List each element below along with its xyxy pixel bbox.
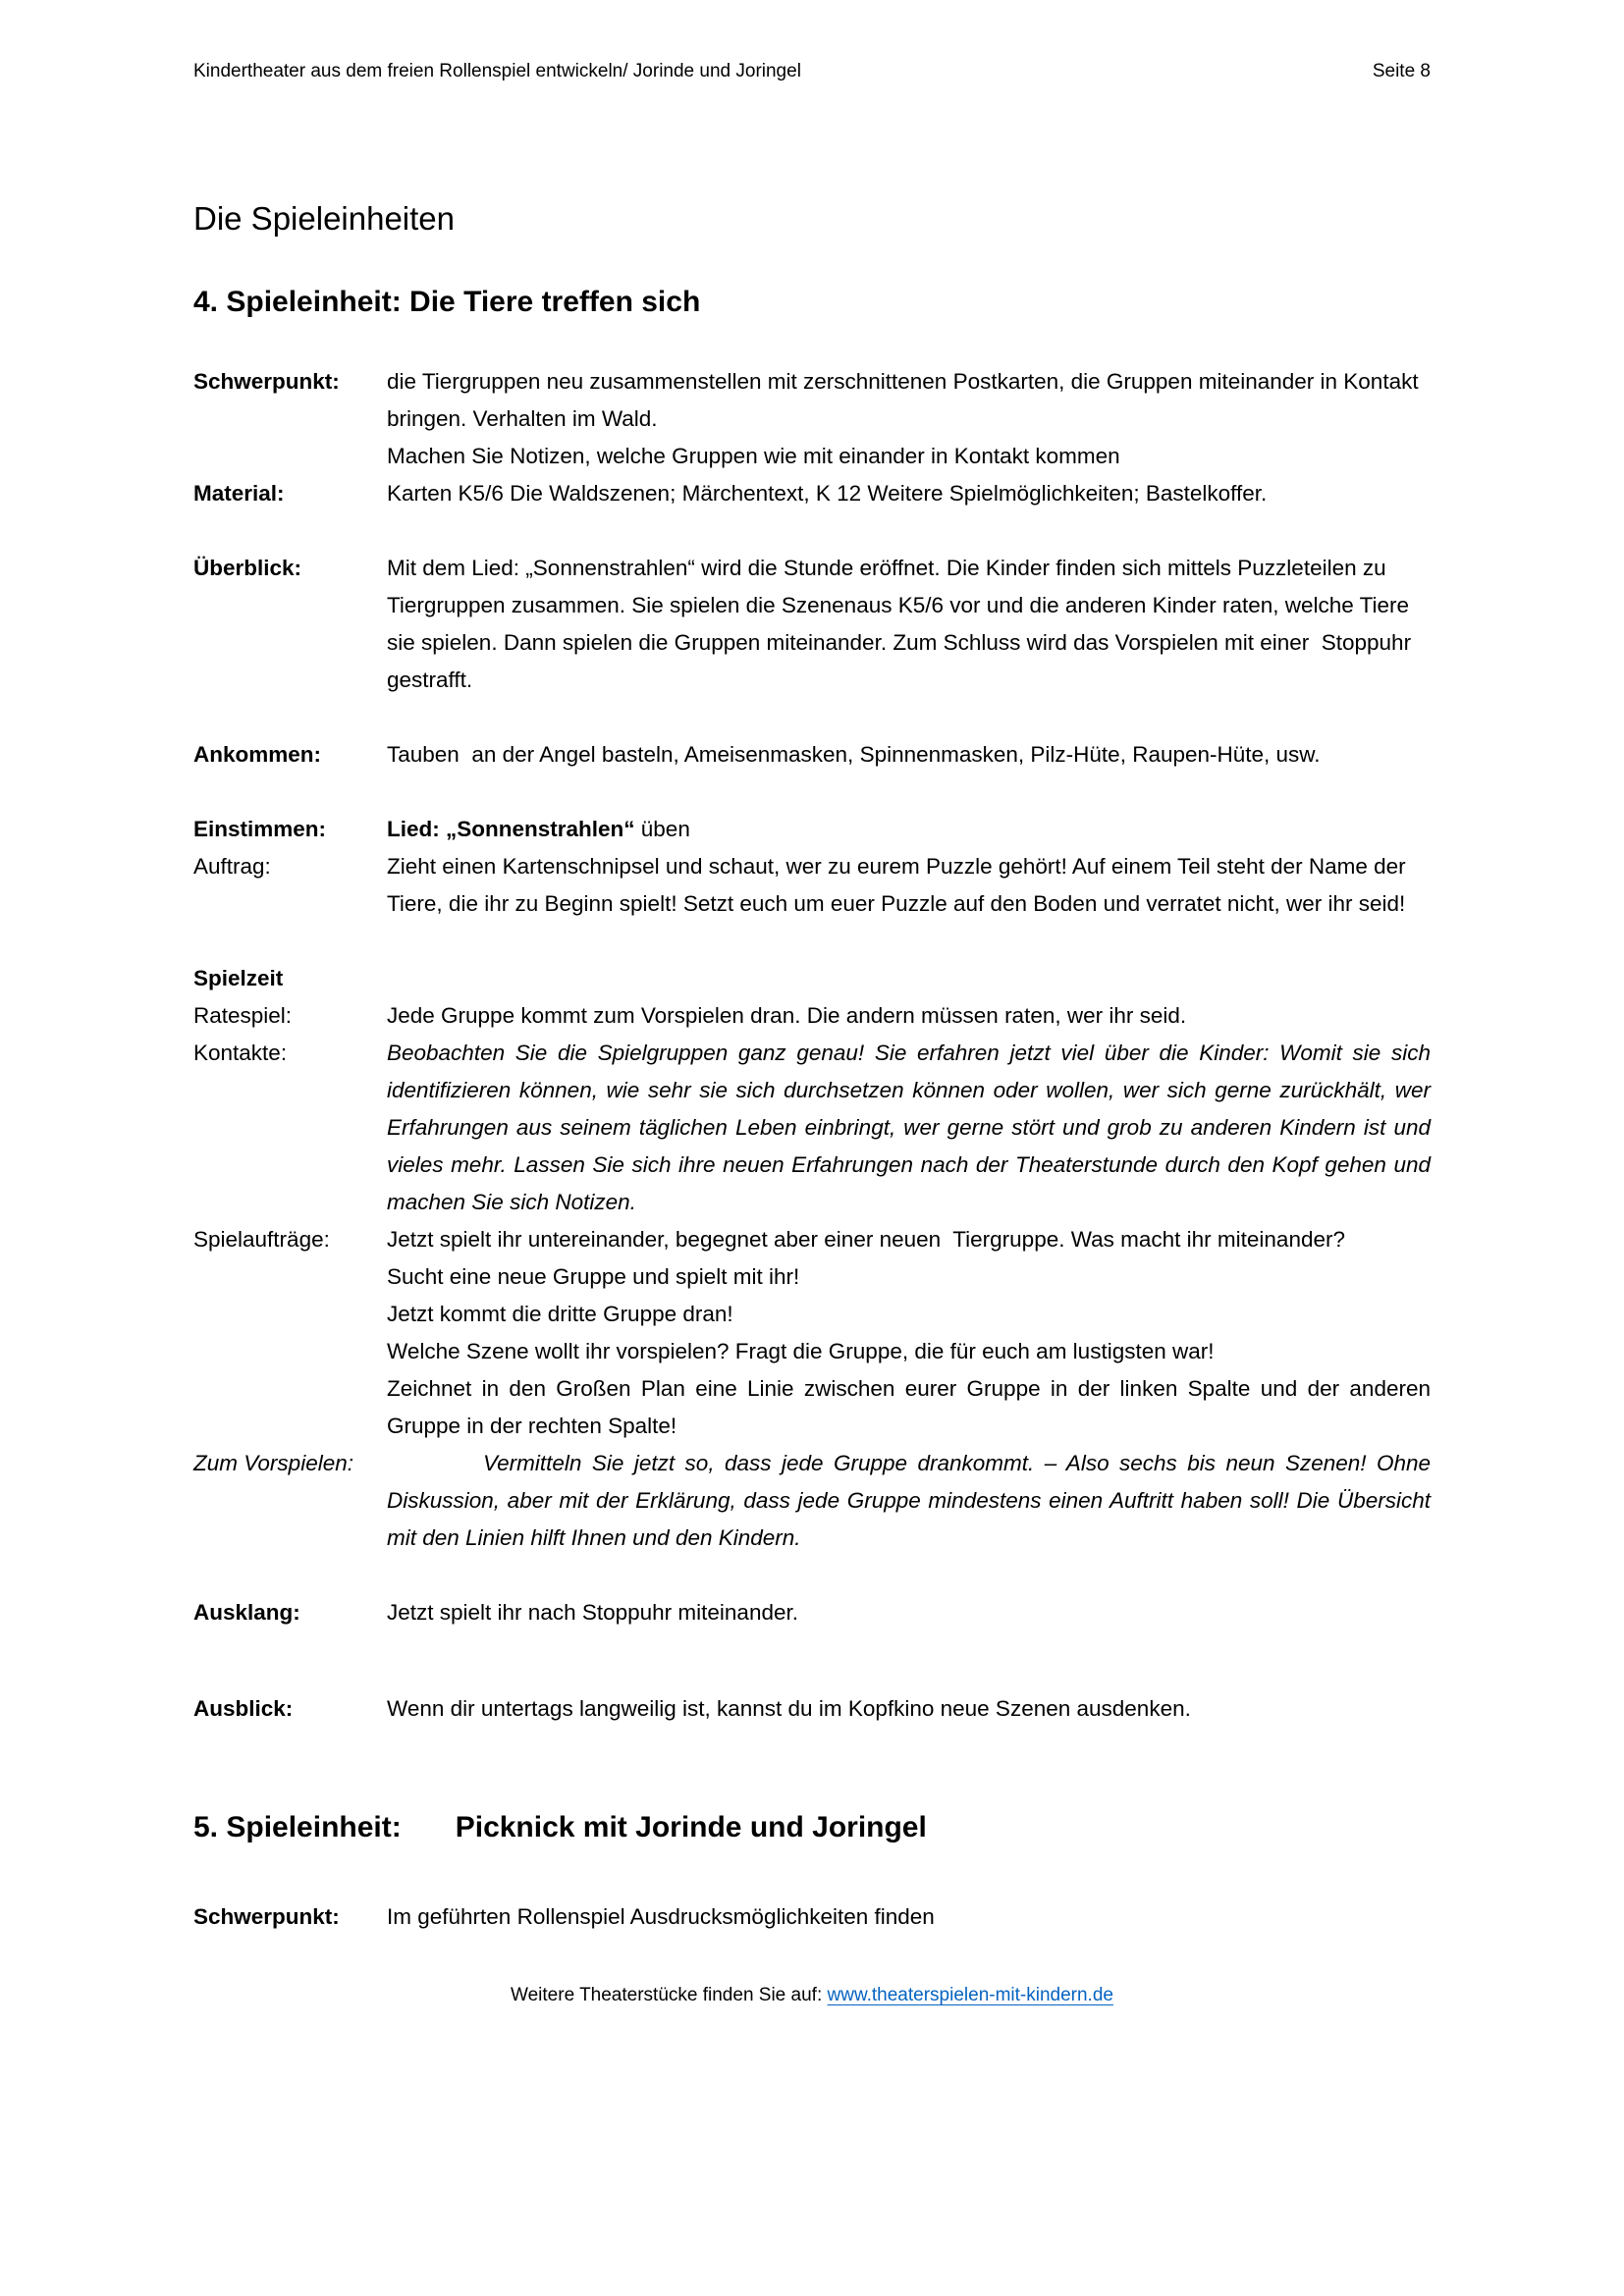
label-kontakte: Kontakte: bbox=[193, 1041, 288, 1065]
label-auftrag: Auftrag: bbox=[193, 854, 271, 879]
unit5-heading-number: 5. Spieleinheit: bbox=[193, 1811, 402, 1843]
label-spielauftraege: Spielaufträge: bbox=[193, 1227, 330, 1252]
einstimmen-text bbox=[387, 811, 1431, 848]
row-ankommen bbox=[193, 736, 1431, 774]
section-title: Die Spieleinheiten bbox=[193, 200, 456, 237]
header-page-number: Seite 8 bbox=[1372, 61, 1431, 81]
spielauftraege-item: Sucht eine neue Gruppe und spielt mit ihr! bbox=[387, 1264, 800, 1289]
page-footer bbox=[193, 1983, 1431, 2008]
spielzeit-heading: Spielzeit bbox=[193, 966, 284, 990]
row-ratespiel bbox=[193, 997, 1431, 1035]
row-auftrag bbox=[193, 848, 1431, 923]
unit5-heading bbox=[193, 1808, 1431, 1847]
row-zum-vorspielen bbox=[193, 1445, 1437, 1557]
label-ankommen: Ankommen: bbox=[193, 742, 322, 767]
row-unit5-schwerpunkt bbox=[193, 1898, 1431, 1936]
schwerpunkt-text-1: die Tiergruppen neu zusammenstellen mit zerschnittenen Postkarten, die Gruppen miteinander in Kontakt bringen. Verhalten im Wald. bbox=[387, 369, 1425, 431]
unit5-schwerpunkt-text: Im geführten Rollenspiel Ausdrucksmöglichkeiten finden bbox=[387, 1904, 935, 1929]
row-kontakte bbox=[193, 1035, 1437, 1221]
row-spielauftraege bbox=[193, 1221, 1437, 1445]
ratespiel-text: Jede Gruppe kommt zum Vorspielen dran. Die andern müssen raten, wer ihr seid. bbox=[387, 1003, 1187, 1028]
einstimmen-lied: Lied: „Sonnenstrahlen“ bbox=[387, 817, 635, 841]
footer-link[interactable]: www.theaterspielen-mit-kindern.de bbox=[827, 1985, 1113, 2005]
einstimmen-ueben: üben bbox=[634, 817, 690, 841]
label-unit5-schwerpunkt: Schwerpunkt: bbox=[193, 1904, 340, 1929]
label-ueberblick: Überblick: bbox=[193, 556, 302, 580]
zum-vorspielen-text: Vermitteln Sie jetzt so, dass jede Gruppe drankommt. – Also sechs bis neun Szenen! Ohne Diskussion, aber mit der Erklärung, dass jede Gruppe mindestens einen Auftritt haben soll! Die Übersicht mit den Linien hilft Ihnen und den Kindern. bbox=[387, 1451, 1437, 1550]
spielauftraege-item: Welche Szene wollt ihr vorspielen? Fragt die Gruppe, die für euch am lustigsten war! bbox=[387, 1339, 1215, 1363]
unit4-heading: 4. Spieleinheit: Die Tiere treffen sich bbox=[193, 286, 701, 318]
ueberblick-text: Mit dem Lied: „Sonnenstrahlen“ wird die Stunde eröffnet. Die Kinder finden sich mittels Puzzleteilen zu Tiergruppen zusammen. Sie spielen die Szenenaus K5/6 vor und die anderen Kinder raten, welche Tiere sie spielen. Dann spielen die Gruppen miteinander. Zum Schluss wird das Vorspielen mit einer Stoppuhr gestrafft. bbox=[387, 556, 1418, 692]
ankommen-text: Tauben an der Angel basteln, Ameisenmasken, Spinnenmasken, Pilz-Hüte, Raupen-Hüte, usw. bbox=[387, 742, 1321, 767]
ausklang-text: Jetzt spielt ihr nach Stoppuhr miteinander. bbox=[387, 1600, 798, 1625]
spielauftraege-item: Jetzt kommt die dritte Gruppe dran! bbox=[387, 1302, 733, 1326]
ausblick-text: Wenn dir untertags langweilig ist, kannst du im Kopfkino neue Szenen ausdenken. bbox=[387, 1696, 1191, 1721]
spielauftraege-item: Jetzt spielt ihr untereinander, begegnet aber einer neuen Tiergruppe. Was macht ihr miteinander? bbox=[387, 1227, 1345, 1252]
label-ausklang: Ausklang: bbox=[193, 1600, 300, 1625]
label-ausblick: Ausblick: bbox=[193, 1696, 294, 1721]
label-schwerpunkt: Schwerpunkt: bbox=[193, 369, 340, 394]
row-einstimmen bbox=[193, 811, 1431, 848]
schwerpunkt-text-2: Machen Sie Notizen, welche Gruppen wie mit einander in Kontakt kommen bbox=[387, 444, 1120, 468]
auftrag-text: Zieht einen Kartenschnipsel und schaut, wer zu eurem Puzzle gehört! Auf einem Teil steht der Name der Tiere, die ihr zu Beginn spielt! Setzt euch um euer Puzzle auf den Boden und verratet nicht, wer ihr seid! bbox=[387, 854, 1412, 916]
label-zum-vorspielen: Zum Vorspielen: bbox=[193, 1451, 353, 1475]
unit5-heading-title: Picknick mit Jorinde und Joringel bbox=[455, 1811, 927, 1843]
label-einstimmen: Einstimmen: bbox=[193, 817, 327, 841]
row-ausklang bbox=[193, 1594, 1431, 1631]
row-ausblick bbox=[193, 1690, 1431, 1728]
row-material bbox=[193, 475, 1431, 512]
row-schwerpunkt bbox=[193, 363, 1431, 475]
header-title: Kindertheater aus dem freien Rollenspiel entwickeln/ Jorinde und Joringel bbox=[193, 61, 801, 81]
kontakte-text: Beobachten Sie die Spielgruppen ganz genau! Sie erfahren jetzt viel über die Kinder: Womit sie sich identifizieren können, wie sehr sie sich durchsetzen können oder wollen, wer sich gerne zurückhält, wer Erfahrungen aus seinem täglichen Leben einbringt, wer gerne stört und grob zu anderen Kindern ist und vieles mehr. Lassen Sie sich ihre neuen Erfahrungen nach der Theaterstunde durch den Kopf gehen und machen Sie sich Notizen. bbox=[387, 1041, 1437, 1214]
row-ueberblick bbox=[193, 550, 1431, 699]
page-header bbox=[193, 59, 1431, 84]
label-material: Material: bbox=[193, 481, 285, 506]
material-text: Karten K5/6 Die Waldszenen; Märchentext, K 12 Weitere Spielmöglichkeiten; Bastelkoffer. bbox=[387, 481, 1268, 506]
label-ratespiel: Ratespiel: bbox=[193, 1003, 293, 1028]
footer-text: Weitere Theaterstücke finden Sie auf: bbox=[511, 1985, 828, 2005]
spielauftraege-item: Zeichnet in den Großen Plan eine Linie zwischen eurer Gruppe in der linken Spalte und der anderen Gruppe in der rechten Spalte! bbox=[387, 1376, 1437, 1438]
